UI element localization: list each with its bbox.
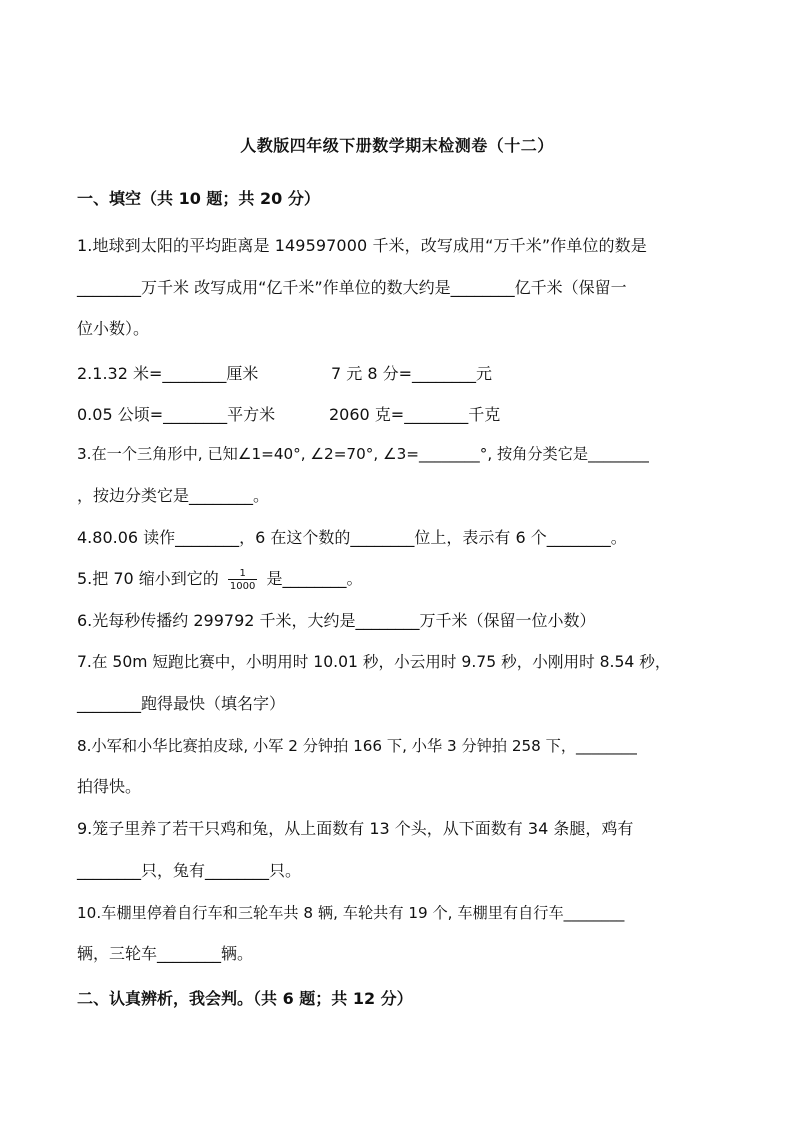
question-3-line-1: 3.在一个三角形中, 已知∠1=40°, ∠2=70°, ∠3=________°, 按角分类它是________ (77, 445, 649, 463)
question-9-line-2: ________只，兔有________只。 (77, 861, 302, 880)
question-2-part-a: 2.1.32 米=________厘米 (77, 364, 259, 383)
question-1-line-2: ________万千米 改写成用“亿千米”作单位的数大约是________亿千米（保留一 (77, 278, 627, 297)
question-4-line-1: 4.80.06 读作________，6 在这个数的________位上，表示有 6 个________。 (77, 528, 627, 547)
page-title: 人教版四年级下册数学期末检测卷（十二） (240, 136, 554, 155)
fraction-denominator: 1000 (229, 580, 256, 592)
question-5-line (77, 564, 362, 594)
question-5-text-before: 5.把 70 缩小到它的 (77, 569, 219, 588)
question-3-line-2: ，按边分类它是________。 (77, 486, 270, 505)
question-8-line-1: 8.小军和小华比赛拍皮球, 小军 2 分钟拍 166 下, 小华 3 分钟拍 258 下，________ (77, 737, 637, 755)
fraction-numerator: 1 (239, 567, 246, 579)
question-1-line-3: 位小数）。 (77, 319, 150, 338)
question-1-line-1: 1.地球到太阳的平均距离是 149597000 千米，改写成用“万千米”作单位的数是 (77, 236, 647, 255)
question-2-part-c: 0.05 公顷=________平方米 (77, 405, 276, 424)
question-8-line-2: 拍得快。 (77, 777, 142, 796)
question-2-part-b: 7 元 8 分=________元 (331, 364, 493, 383)
section-2-header: 二、认真辨析，我会判。（共 6 题；共 12 分） (77, 989, 413, 1008)
question-7-line-2: ________跑得最快（填名字） (77, 694, 286, 713)
question-2-part-d: 2060 克=________千克 (329, 405, 501, 424)
fraction (228, 568, 257, 592)
question-10-line-2: 辆，三轮车________辆。 (77, 944, 254, 963)
question-10-line-1: 10.车棚里停着自行车和三轮车共 8 辆, 车轮共有 19 个, 车棚里有自行车________ (77, 904, 625, 922)
question-6-line-1: 6.光每秒传播约 299792 千米，大约是________万千米（保留一位小数） (77, 611, 596, 630)
question-7-line-1: 7.在 50m 短跑比赛中，小明用时 10.01 秒，小云用时 9.75 秒，小刚用时 8.54 秒， (77, 653, 671, 671)
section-1-header: 一、填空（共 10 题；共 20 分） (77, 189, 320, 208)
question-9-line-1: 9.笼子里养了若干只鸡和兔，从上面数有 13 个头，从下面数有 34 条腿，鸡有 (77, 819, 634, 838)
question-5-text-after: 是________。 (266, 569, 363, 588)
